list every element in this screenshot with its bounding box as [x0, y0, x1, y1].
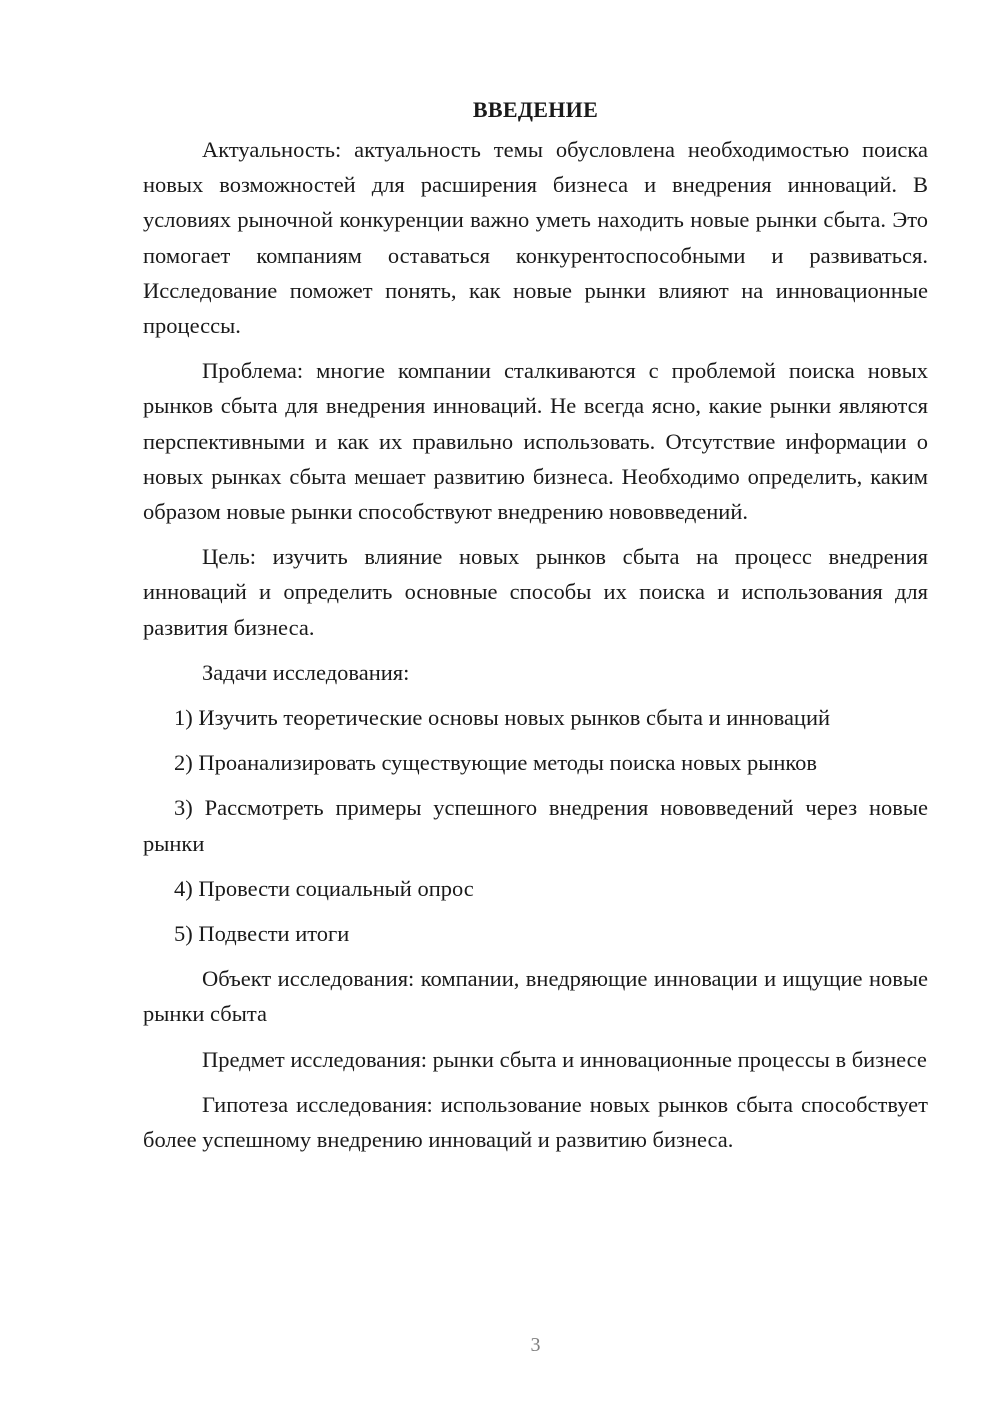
task-item-5: 5) Подвести итоги: [174, 921, 350, 947]
page-number: 3: [530, 1334, 541, 1356]
paragraph-object: Объект исследования: компании, внедряющие инновации и ищущие новые рынки сбыта: [143, 966, 928, 1027]
task-item-1: 1) Изучить теоретические основы новых рынков сбыта и инноваций: [174, 705, 831, 731]
paragraph-relevance: Актуальность: актуальность темы обусловлена необходимостью поиска новых возможностей для расширения бизнеса и внедрения инноваций. В условиях рыночной конкуренции важно уметь находить новые рынки сбыта. Это помогает компаниям оставаться конкурентоспособными и развиваться. Исследование поможет понять, как новые рынки влияют на инновационные процессы.: [143, 137, 928, 339]
task-item-2: 2) Проанализировать существующие методы поиска новых рынков: [174, 750, 818, 776]
page-title: ВВЕДЕНИЕ: [472, 97, 599, 122]
document-page: [143, 92, 928, 1157]
paragraph-goal: Цель: изучить влияние новых рынков сбыта на процесс внедрения инноваций и определить основные способы их поиска и использования для развития бизнеса.: [143, 544, 928, 640]
paragraph-subject: Предмет исследования: рынки сбыта и инновационные процессы в бизнесе: [202, 1046, 927, 1072]
task-item-4: 4) Провести социальный опрос: [174, 875, 474, 901]
tasks-title: Задачи исследования:: [202, 659, 410, 685]
task-item-3: 3) Рассмотреть примеры успешного внедрения нововведений через новые рынки: [143, 795, 928, 856]
paragraph-hypothesis: Гипотеза исследования: использование новых рынков сбыта способствует более успешному внедрению инноваций и развитию бизнеса.: [143, 1091, 928, 1153]
paragraph-problem: Проблема: многие компании сталкиваются с проблемой поиска новых рынков сбыта для внедрения инноваций. Не всегда ясно, какие рынки являются перспективными и как их правильно использовать. Отсутствие информации о новых рынках сбыта мешает развитию бизнеса. Необходимо определить, каким образом новые рынки способствуют внедрению нововведений.: [143, 358, 928, 525]
